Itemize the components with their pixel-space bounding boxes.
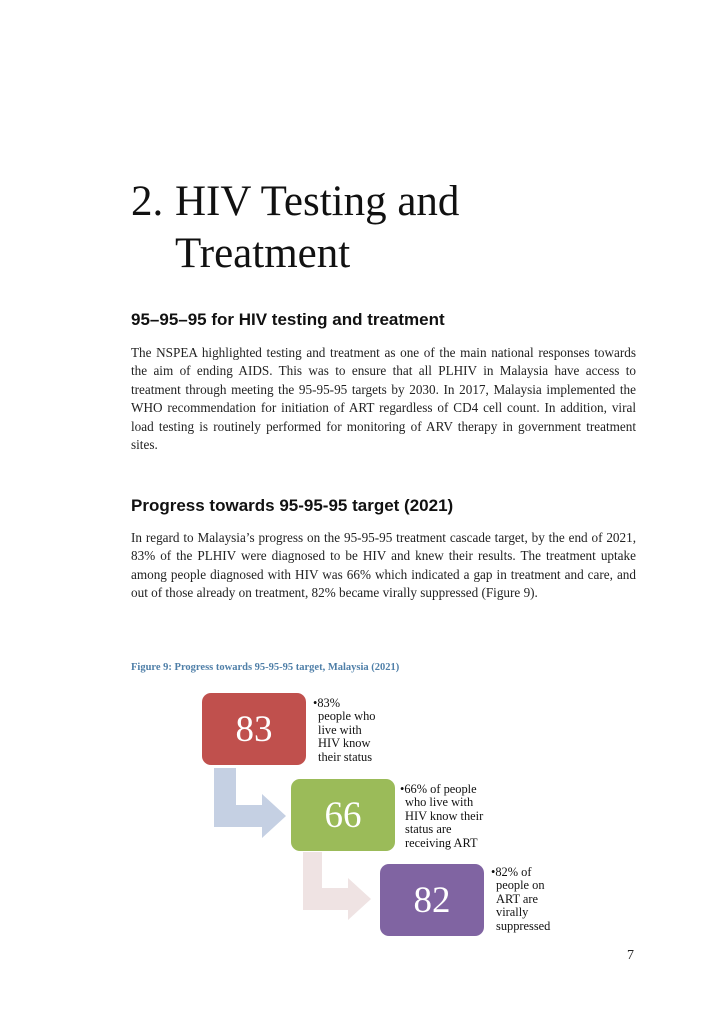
section-paragraph-progress: In regard to Malaysia’s progress on the 95-95-95 treatment cascade target, by the end of 2021, 83% of the PLHIV were diagnosed to be HIV and knew their results. The treatment uptake among people diagnosed with HIV was 66% which indicated a gap in treatment and care, and out of those already on treatment, 82% became virally suppressed (Figure 9).	[131, 530, 636, 601]
note-line: •83%	[313, 696, 341, 710]
note-line: ART are	[496, 891, 539, 906]
note-line: status are	[405, 822, 452, 837]
note-line: their status	[318, 749, 373, 764]
cascade-step-diagnosed	[202, 693, 306, 765]
note-line: HIV know	[318, 736, 371, 751]
cascade-arrow-2	[303, 852, 371, 920]
chapter-title-line-2: Treatment	[175, 230, 351, 277]
note-line: suppressed	[496, 918, 551, 933]
note-line: people on	[496, 878, 545, 893]
page-number: 7	[627, 948, 634, 963]
cascade-step-on-art	[291, 779, 395, 851]
figure-caption: Figure 9: Progress towards 95-95-95 target, Malaysia (2021)	[131, 662, 400, 673]
note-line: receiving ART	[405, 835, 478, 850]
note-line: •66% of people	[400, 782, 477, 796]
note-line: HIV know their	[405, 808, 484, 823]
chapter-title-line-1: HIV Testing and	[175, 178, 460, 225]
chapter-number: 2.	[131, 178, 164, 225]
cascade-note-diagnosed	[313, 697, 375, 764]
cascade-note-suppressed	[491, 866, 550, 933]
note-line: people who	[318, 709, 376, 724]
section-paragraph-testing-treatment: The NSPEA highlighted testing and treatment as one of the main national responses towards the aim of ending AIDS. This was to ensure that all PLHIV in Malaysia have access to treatment through meeting the 95-95-95 targets by 2030. In 2017, Malaysia implemented the WHO recommendation for initiation of ART regardless of CD4 cell count. In addition, viral load testing is routinely performed for monitoring of ARV therapy in government treatment sites.	[131, 345, 636, 453]
cascade-step-suppressed	[380, 864, 484, 936]
note-line: •82% of	[491, 865, 532, 879]
cascade-note-on-art	[400, 783, 483, 850]
cascade-value-suppressed: 82	[413, 879, 451, 921]
section-heading-testing-treatment: 95–95–95 for HIV testing and treatment	[131, 310, 445, 329]
cascade-value-on-art: 66	[324, 794, 362, 836]
cascade-value-diagnosed: 83	[235, 708, 273, 750]
note-line: virally	[496, 905, 529, 920]
note-line: live with	[318, 722, 362, 737]
section-heading-progress: Progress towards 95-95-95 target (2021)	[131, 496, 454, 515]
cascade-arrow-1	[214, 768, 286, 838]
note-line: who live with	[405, 795, 474, 810]
